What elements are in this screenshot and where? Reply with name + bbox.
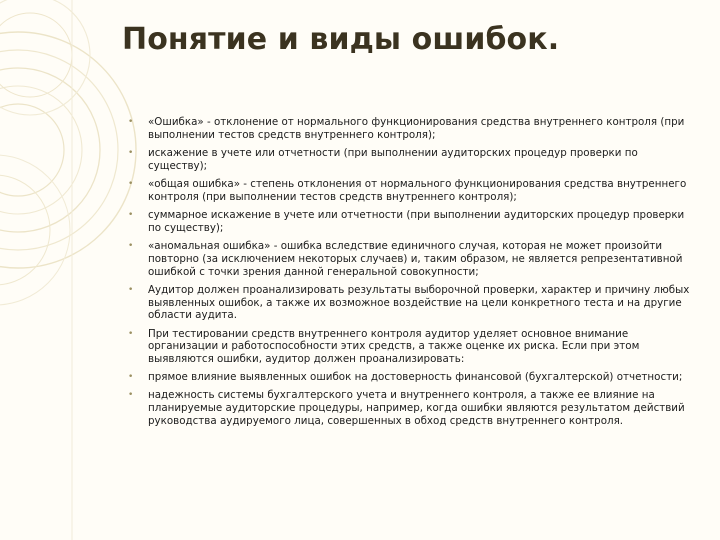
bullet-icon: • (128, 147, 134, 158)
bullet-item (126, 389, 698, 427)
bullet-text: суммарное искажение в учете или отчетности (при выполнении аудиторских процедур проверки по существу); (148, 208, 685, 234)
bullet-icon: • (128, 209, 134, 220)
bullet-icon: • (128, 372, 134, 383)
bullet-icon: • (128, 390, 134, 401)
bullet-icon: • (128, 328, 134, 339)
bullet-text: «общая ошибка» - степень отклонения от нормального функционирования средства внутреннего контроля (при выполнении тестов средств внутреннего контроля); (148, 177, 687, 203)
bullet-text: Аудитор должен проанализировать результаты выборочной проверки, характер и причину любых выявленных ошибок, а также их возможное воздействие на цели конкретного теста и на другие области аудита. (148, 283, 690, 322)
bullet-icon: • (128, 178, 134, 189)
bullet-text: искажение в учете или отчетности (при выполнении аудиторских процедур проверки по существу); (148, 146, 638, 172)
bullet-text: При тестировании средств внутреннего контроля аудитор уделяет основное внимание организации и работоспособности этих средств, а также оценке их риска. Если при этом выявляются ошибки, аудитор должен проанализировать: (148, 327, 640, 366)
bullet-item (126, 328, 698, 366)
bullet-item (126, 371, 698, 384)
bullet-text: «Ошибка» - отклонение от нормального функционирования средства внутреннего контроля (при выполнении тестов средств внутреннего контроля); (148, 116, 685, 141)
bullet-item (126, 116, 698, 142)
bullet-item (126, 240, 698, 278)
bullet-icon: • (128, 284, 134, 295)
bullet-item (126, 178, 698, 204)
bullet-text: прямое влияние выявленных ошибок на достоверность финансовой (бухгалтерской) отчетности; (148, 371, 683, 384)
bullet-item (126, 147, 698, 173)
bullet-list (126, 116, 698, 433)
bullet-icon: • (128, 117, 134, 127)
slide-title: Понятие и виды ошибок. (122, 22, 560, 57)
bullet-text: надежность системы бухгалтерского учета и внутреннего контроля, а также ее влияние на планируемые аудиторские процедуры, например, когда ошибки являются результатом действий руководства аудируемого лица, совершенных в обход средств внутреннего контроля. (148, 389, 685, 428)
bullet-icon: • (128, 240, 134, 251)
bullet-item (126, 209, 698, 235)
bullet-item (126, 284, 698, 322)
bullet-text: «аномальная ошибка» - ошибка вследствие единичного случая, которая не может произойти повторно (за исключением некоторых случаев) и, таким образом, не является репрезентативной ошибкой с точки зрения данной генеральной совокупности; (148, 239, 683, 278)
